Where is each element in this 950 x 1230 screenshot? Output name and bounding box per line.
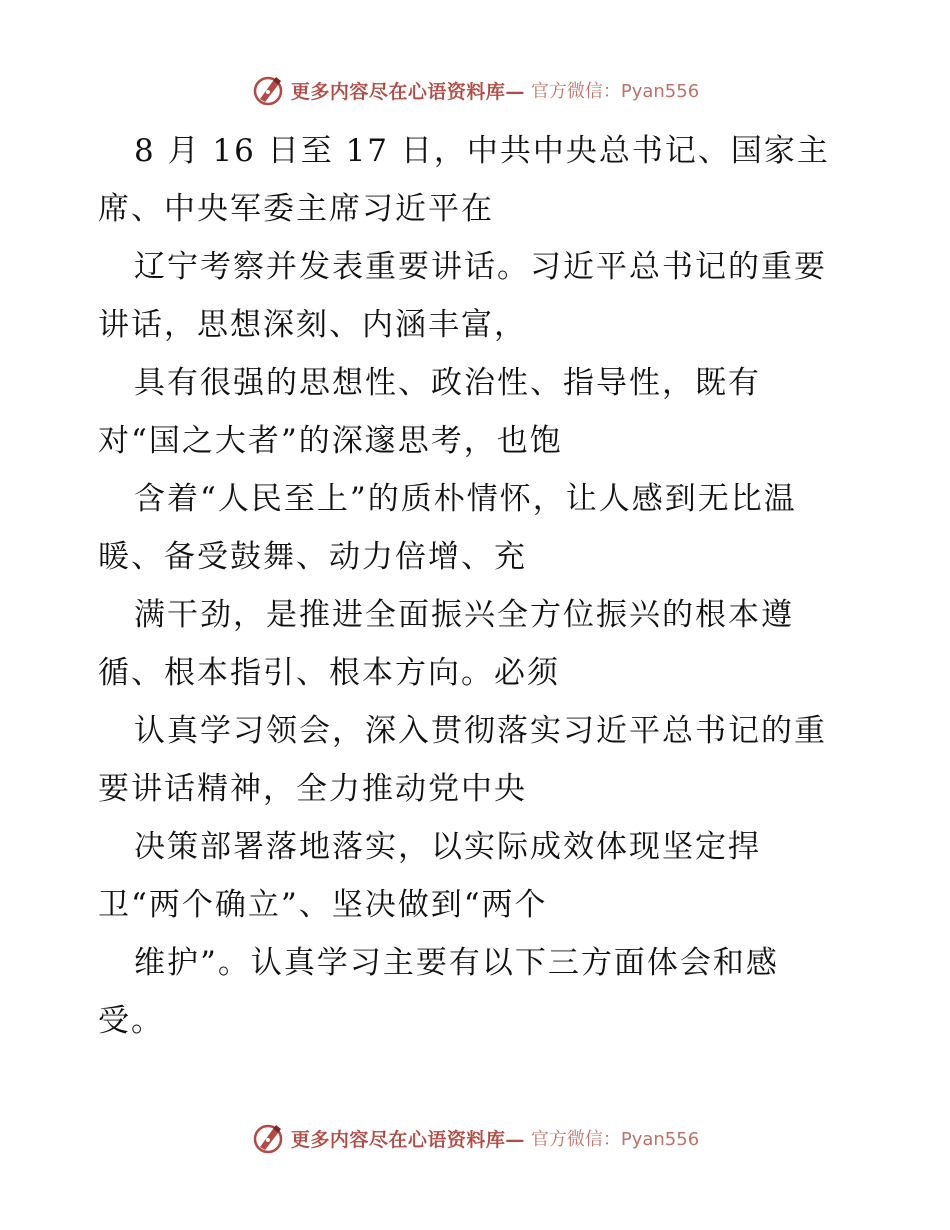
banner-text: 更多内容尽在心语资料库— [290,80,525,103]
text-line: 满干劲，是推进全面振兴全方位振兴的根本遵 [134,597,794,633]
text-line: 暖、备受鼓舞、动力倍增、充 [98,539,527,575]
document-body [98,122,858,1050]
banner-wechat: 官方微信：Pyan556 [530,81,700,102]
text-line: 席、中央军委主席习近平在 [98,191,494,227]
footer-banner [0,1118,950,1158]
banner-wechat: 官方微信：Pyan556 [530,1129,700,1150]
pen-nib-logo-icon [251,1121,285,1155]
header-banner [0,70,950,110]
banner-text: 更多内容尽在心语资料库— [290,1128,525,1151]
text-line: 辽宁考察并发表重要讲话。习近平总书记的重要 [134,249,827,285]
text-line: 具有很强的思想性、政治性、指导性，既有 [134,365,761,401]
text-line: 8 月 16 日至 17 日，中共中央总书记、国家主 [134,133,830,169]
text-line: 决策部署落地落实，以实际成效体现坚定捍 [134,829,761,865]
text-line: 含着“人民至上”的质朴情怀，让人感到无比温 [134,481,797,517]
text-line: 要讲话精神，全力推动党中央 [98,771,527,807]
text-line: 对“国之大者”的深邃思考，也饱 [98,423,563,459]
text-line: 受。 [98,1003,164,1039]
text-line: 循、根本指引、根本方向。必须 [98,655,560,691]
text-line: 认真学习领会，深入贯彻落实习近平总书记的重 [134,713,827,749]
text-line: 卫“两个确立”、坚决做到“两个 [98,887,548,923]
pen-nib-logo-icon [251,73,285,107]
text-line: 讲话，思想深刻、内涵丰富， [98,307,527,343]
text-line: 维护”。认真学习主要有以下三方面体会和感 [134,945,779,981]
